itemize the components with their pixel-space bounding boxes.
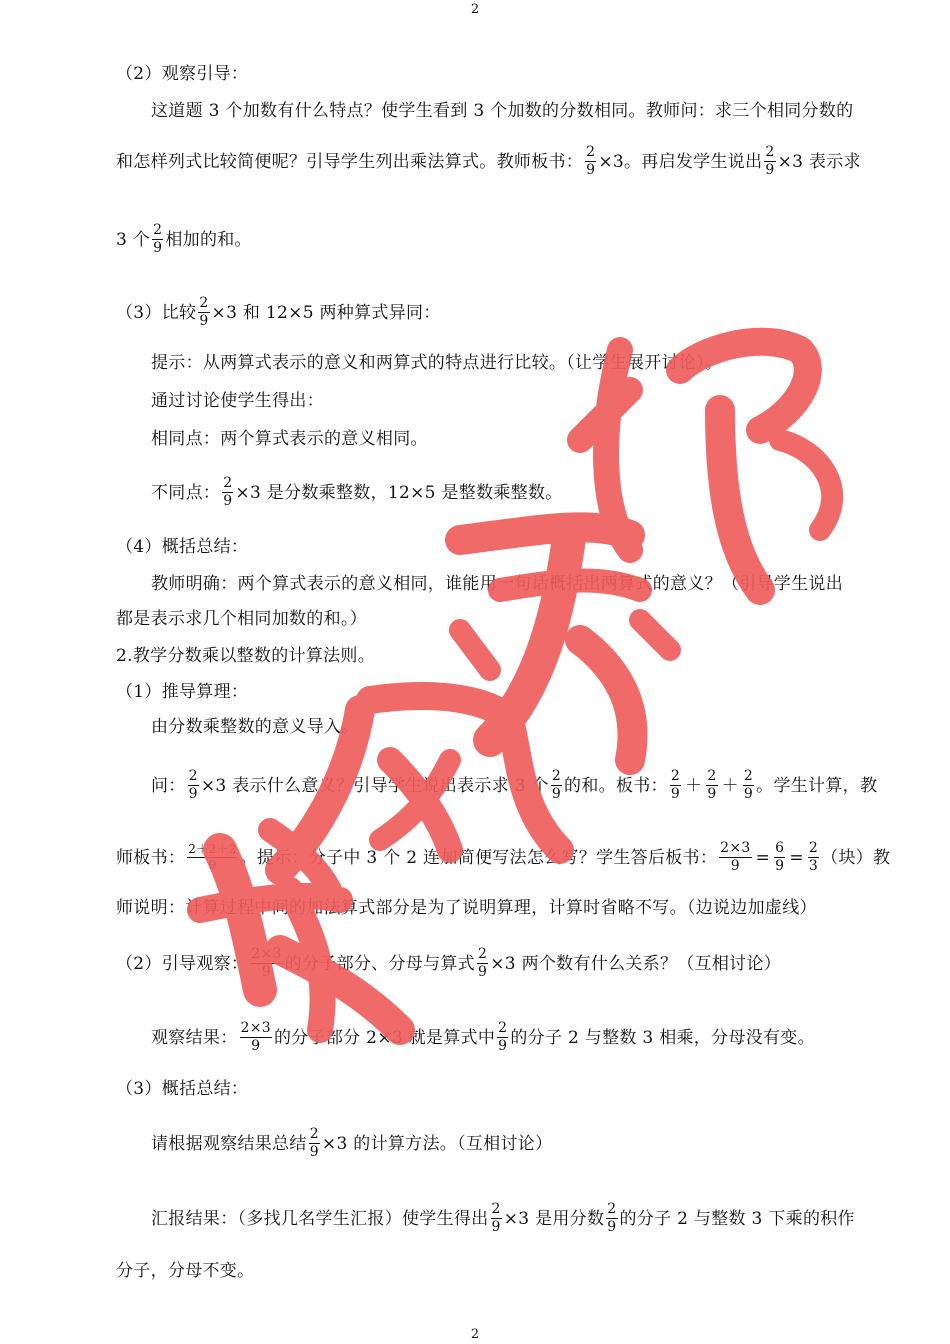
fraction: $\frac{2}{9}$ xyxy=(586,144,596,178)
paragraph-line: 由分数乘整数的意义导入。 xyxy=(151,717,359,737)
paragraph-line: 师板书： $\frac{2+2+2}{9}$ 。提示：分子中 3 个 2 连加简便写法怎么写？学生答后板书： $\frac{2\times 3}{9}$ = $\frac{6}{9}$ = $\frac{2}{3}$ （块）教 xyxy=(116,840,891,874)
difference-text: 不同点： $\frac{2}{9}$ ×3 是分数乘整数，12×5 是整数乘整数。 xyxy=(151,475,563,509)
fraction: $\frac{2}{9}$ xyxy=(670,768,681,802)
fraction: $\frac{2+2+2}{9}$ xyxy=(188,842,237,872)
fraction: $\frac{2}{9}$ xyxy=(498,1020,508,1054)
fraction: $\frac{2}{9}$ xyxy=(491,1201,501,1235)
fraction: $\frac{2\times 3}{9}$ xyxy=(240,1020,271,1054)
fraction: $\frac{2}{9}$ xyxy=(607,1201,617,1235)
page-number-bottom: 2 xyxy=(470,1327,480,1342)
fraction: $\frac{2}{9}$ xyxy=(309,1126,319,1160)
fraction: $\frac{2}{9}$ xyxy=(199,295,209,329)
fraction: $\frac{2}{9}$ xyxy=(477,946,488,980)
paragraph-line: 这道题 3 个加数有什么特点？使学生看到 3 个加数的分数相同。教师问：求三个相同分数的 xyxy=(151,101,854,121)
paragraph-line: 3 个 $\frac{2}{9}$ 相加的和。 xyxy=(116,222,252,256)
subsection-title: （1）推导算理： xyxy=(116,682,249,702)
fraction: $\frac{2}{9}$ xyxy=(707,768,717,802)
fraction: $\frac{2}{9}$ xyxy=(153,222,163,256)
hint-text: 提示：从两算式表示的意义和两算式的特点进行比较。（让学生展开讨论）。 xyxy=(151,353,723,373)
paragraph-line: 汇报结果：（多找几名学生汇报）使学生得出 $\frac{2}{9}$ ×3 是用分数 $\frac{2}{9}$ 的分子 2 与整数 3 下乘的积作 xyxy=(151,1201,855,1235)
section-observe-title: （2）观察引导： xyxy=(116,64,249,84)
subsection-title: （3）概括总结： xyxy=(116,1079,249,1099)
paragraph-line: 请根据观察结果总结 $\frac{2}{9}$ ×3 的计算方法。（互相讨论） xyxy=(151,1126,553,1160)
section-summary-title: （4）概括总结： xyxy=(116,537,249,557)
section-compare-title: （3）比较 $\frac{2}{9}$ ×3 和 12×5 两种算式异同： xyxy=(116,295,441,329)
section-rule-heading: 2.教学分数乘以整数的计算法则。 xyxy=(116,646,376,666)
fraction: $\frac{2\times 3}{9}$ xyxy=(251,946,282,980)
similarity-text: 相同点：两个算式表示的意义相同。 xyxy=(151,429,428,449)
paragraph-line: 问： $\frac{2}{9}$ ×3 表示什么意义？引导学生说出表示求 3 个 $\frac{2}{9}$ 的和。板书： $\frac{2}{9}$ ＋ $\frac{2}{9}$ ＋ $\frac{2}{9}$ 。学生计算，教 xyxy=(151,768,878,802)
fraction: $\frac{6}{9}$ xyxy=(775,840,785,874)
fraction: $\frac{2}{9}$ xyxy=(765,144,775,178)
fraction: $\frac{2}{9}$ xyxy=(743,768,754,802)
fraction: $\frac{2}{9}$ xyxy=(223,475,233,509)
fraction: $\frac{2\times 3}{9}$ xyxy=(720,840,751,874)
discussion-text: 通过讨论使学生得出： xyxy=(151,391,324,411)
fraction: $\frac{2}{9}$ xyxy=(551,768,562,802)
page-number-top: 2 xyxy=(470,2,480,17)
paragraph-line: 都是表示求几个相同加数的和。） xyxy=(116,609,367,629)
fraction: $\frac{2}{9}$ xyxy=(188,768,198,802)
paragraph-line: 分子，分母不变。 xyxy=(116,1261,255,1281)
paragraph-line: 教师明确：两个算式表示的意义相同，谁能用一句话概括出两算式的意义？（引导学生说出 xyxy=(151,574,843,594)
paragraph-line: 和怎样列式比较简便呢？引导学生列出乘法算式。教师板书： $\frac{2}{9}$ ×3。再启发学生说出 $\frac{2}{9}$ ×3 表示求 xyxy=(116,144,861,178)
fraction: $\frac{2}{3}$ xyxy=(808,840,819,874)
subsection-title: （2）引导观察： $\frac{2\times 3}{9}$ 的分子部分、分母与算式 $\frac{2}{9}$ ×3 两个数有什么关系？（互相讨论） xyxy=(116,946,782,980)
paragraph-line: 师说明：计算过程中间的加法算式部分是为了说明算理，计算时省略不写。（边说边加虚线） xyxy=(116,898,817,918)
observation-text: 观察结果： $\frac{2\times 3}{9}$ 的分子部分 2×3 就是算式中 $\frac{2}{9}$ 的分子 2 与整数 3 相乘，分母没有变。 xyxy=(151,1020,815,1054)
